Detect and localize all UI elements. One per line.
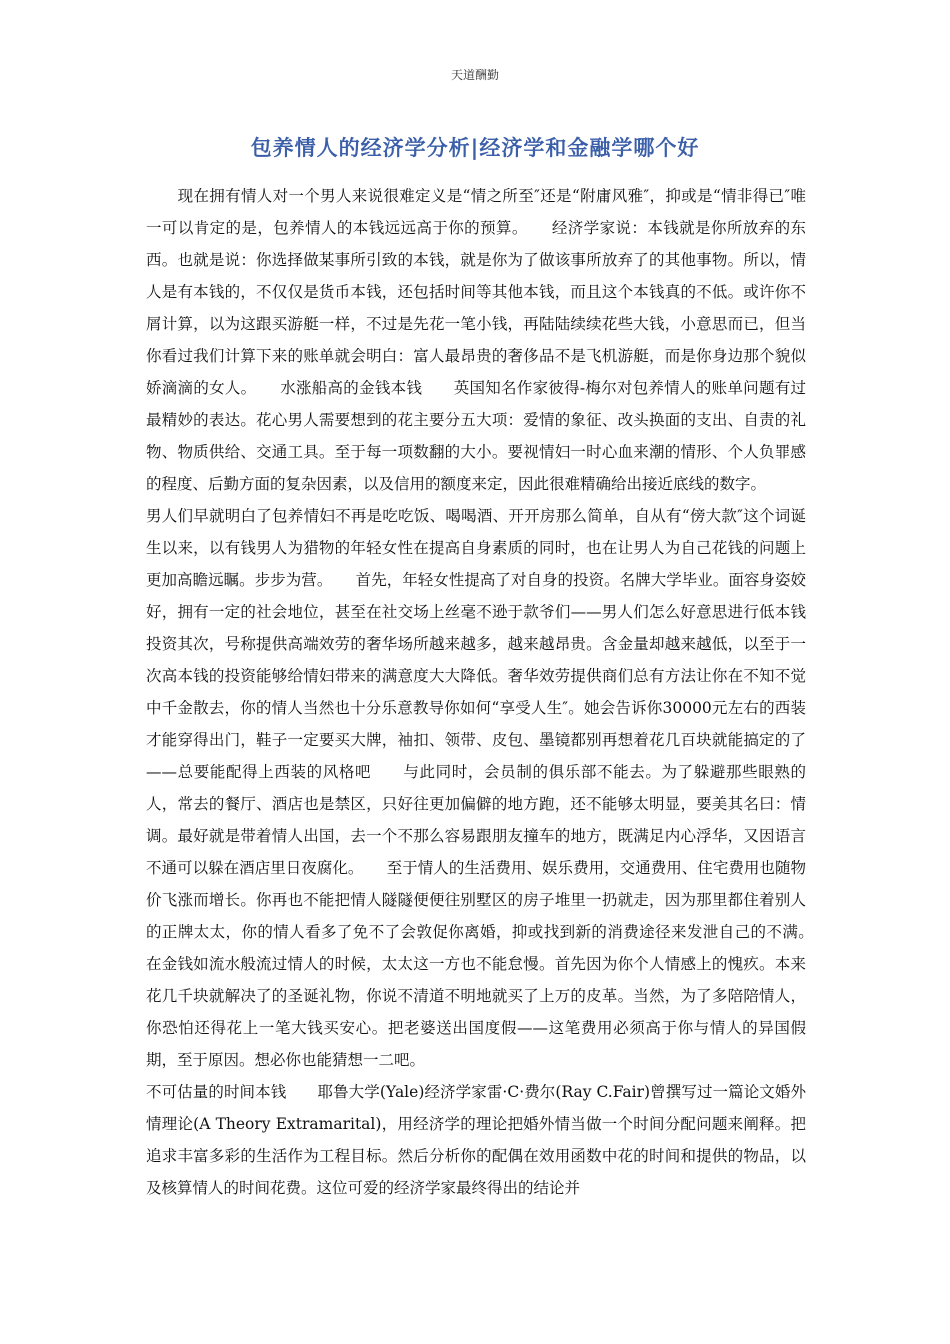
paragraph: 现在拥有情人对一个男人来说很难定义是“情之所至″还是“附庸风雅″，抑或是“情非得已″唯一可以肯定的是，包养情人的本钱远远高于你的预算。 经济学家说：本钱就是你所放弃的东西。也就是说：你选择做某事所引致的本钱，就是你为了做该事所放弃了的其他事物。所以，情人是有本钱的，不仅仅是货币本钱，还包括时间等其他本钱，而且这个本钱真的不低。或许你不屑计算，以为这跟买游艇一样，不过是先花一笔小钱，再陆陆续续花些大钱，小意思而已，但当你看过我们计算下来的账单就会明白：富人最昂贵的奢侈品不是飞机游艇，而是你身边那个貌似娇滴滴的女人。 水涨船高的金钱本钱 英国知名作家彼得-梅尔对包养情人的账单问题有过最精妙的表达。花心男人需要想到的花主要分五大项：爱情的象征、改头换面的支出、自责的礼物、物质供给、交通工具。至于每一项数翻的大小。要视情妇一时心血来潮的情形、个人负罪感的程度、后勤方面的复杂因素，以及信用的额度来定，因此很难精确给出接近底线的数字。 [146,187,806,493]
page-header: 天道酬勤 [450,68,499,82]
document-title: 包养情人的经济学分析|经济学和金融学哪个好 [250,136,700,160]
document-body [146,180,838,1204]
paragraph: 不可估量的时间本钱 耶鲁大学(Yale)经济学家雷·C·费尔(Ray C.Fair)曾撰写过一篇论文婚外情理论(A Theory Extramarital)，用经济学的理论把婚外情当做一个时间分配问题来阐释。把追求丰富多彩的生活作为工程目标。然后分析你的配偶在效用函数中花的时间和提供的物品，以及核算情人的时间花费。这位可爱的经济学家最终得出的结论并 [146,1083,806,1197]
paragraph: 男人们早就明白了包养情妇不再是吃吃饭、喝喝酒、开开房那么简单，自从有“傍大款″这个词诞生以来，以有钱男人为猎物的年轻女性在提高自身素质的同时，也在让男人为自己花钱的问题上更加高瞻远瞩。步步为营。 首先，年轻女性提高了对自身的投资。名牌大学毕业。面容身姿姣好，拥有一定的社会地位，甚至在社交场上丝毫不逊于款爷们——男人们怎么好意思进行低本钱投资其次，号称提供高端效劳的奢华场所越来越多，越来越昂贵。含金量却越来越低，以至于一次高本钱的投资能够给情妇带来的满意度大大降低。奢华效劳提供商们总有方法让你在不知不觉中千金散去，你的情人当然也十分乐意教导你如何“享受人生″。她会告诉你30000元左右的西装才能穿得出门，鞋子一定要买大牌，袖扣、领带、皮包、墨镜都别再想着花几百块就能搞定的了——总要能配得上西装的风格吧 与此同时，会员制的俱乐部不能去。为了躲避那些眼熟的人，常去的餐厅、酒店也是禁区，只好往更加偏僻的地方跑，还不能够太明显，要美其名曰：情调。最好就是带着情人出国，去一个不那么容易跟朋友撞车的地方，既满足内心浮华，又因语言不通可以躲在酒店里日夜腐化。 至于情人的生活费用、娱乐费用，交通费用、住宅费用也随物价飞涨而增长。你再也不能把情人隧隧便便往别墅区的房子堆里一扔就走，因为那里都住着别人的正牌太太，你的情人看多了免不了会敦促你离婚，抑或找到新的消费途径来发泄自己的不满。 在金钱如流水般流过情人的时候，太太这一方也不能怠慢。首先因为你个人情感上的愧疚。本来花几千块就解决了的圣诞礼物，你说不清道不明地就买了上万的皮革。当然，为了多陪陪情人，你恐怕还得花上一笔大钱买安心。把老婆送出国度假——这笔费用必须高于你与情人的异国假期，至于原因。想必你也能猜想一二吧。 [146,507,838,1069]
